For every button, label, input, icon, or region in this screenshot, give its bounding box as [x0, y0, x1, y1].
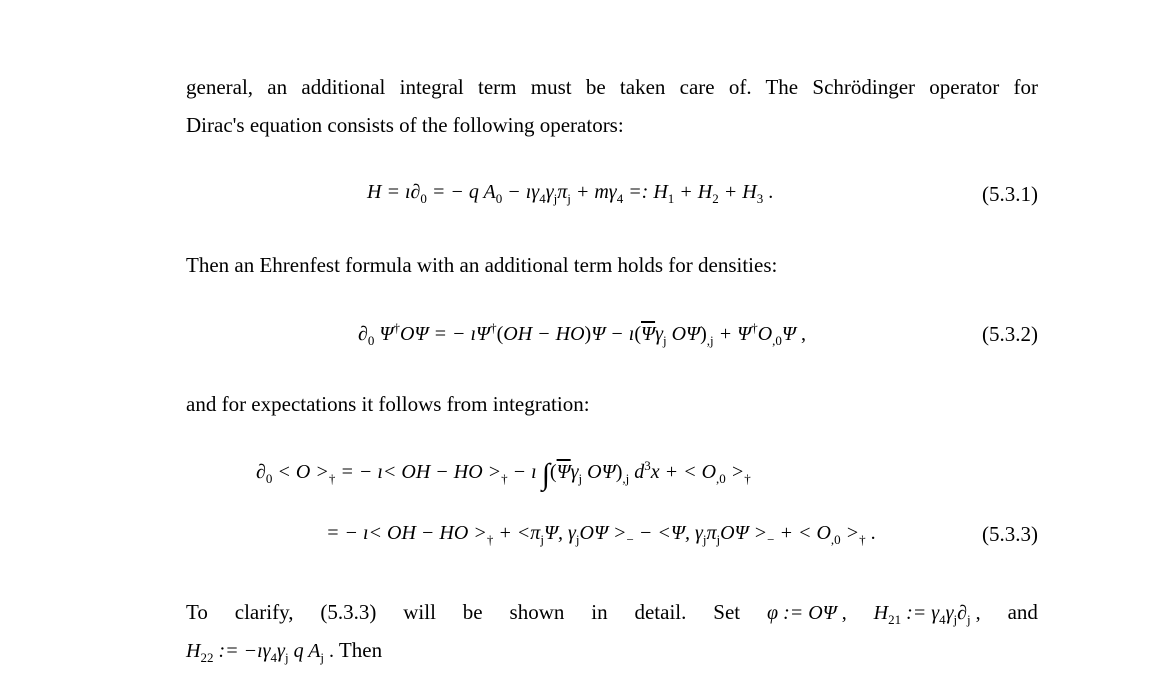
- word-set: Set: [713, 600, 741, 624]
- equation-5-3-3-line-1: $\partial_0 < O >_\dagger$ = − ı< OH − HO $>_\dagger$ − ı $\int(\overline{\Psi}\gamma_j$ $O\Psi)_{,j}$ $d^3x$ + < $O_{,0} >_\dagger$: [256, 458, 751, 491]
- definition-h21: $H_{21}$ := $\gamma_4\gamma_j\partial_j$ ,: [873, 602, 981, 627]
- word-clarify: clarify,: [234, 600, 294, 624]
- equation-number-5-3-1: (5.3.1): [982, 182, 1038, 206]
- paragraph-intro: [186, 68, 1038, 144]
- word-to: To: [186, 600, 208, 624]
- equation-number-5-3-3: (5.3.3): [982, 522, 1038, 546]
- equation-number-5-3-2: (5.3.2): [982, 322, 1038, 346]
- equation-5-3-1: $H = ı\partial_0$ = − q $A_0$ − $ı\gamma_4\gamma_j\pi_j + m\gamma_4$ =: $H_1 + H_2 + H_3$ .: [367, 181, 774, 206]
- word-in: in: [591, 600, 608, 624]
- word-and: and: [1007, 600, 1038, 624]
- definition-phi: φ := OΨ ,: [767, 602, 847, 624]
- word-detail: detail.: [634, 600, 687, 624]
- word-be: be: [462, 600, 483, 624]
- word-will: will: [403, 600, 436, 624]
- paragraph-clarify-line-2: [186, 631, 1038, 677]
- paragraph-expectations: and for expectations it follows from integration:: [186, 392, 590, 416]
- paragraph-intro-line-1: general, an additional integral term must be taken care of. The Schrödinger operator for: [186, 75, 1038, 99]
- definition-h22: $H_{22}$ := $-ı\gamma_4\gamma_j$ q $A_j$ .: [186, 640, 335, 665]
- equation-5-3-2: $\partial_0$ Ψ†OΨ = − ıΨ†(OH − $HO)\Psi - ı(\overline{\Psi}\gamma_j$ $O\Psi)_{,j} + \Psi^\dagger O_{,0}\Psi$ ,: [358, 320, 806, 348]
- word-shown: shown: [509, 600, 565, 624]
- paragraph-intro-line-2: Dirac's equation consists of the following operators:: [186, 113, 624, 137]
- word-equation-ref: (5.3.3): [320, 600, 377, 624]
- equation-5-3-3-line-2: = − ı< OH − HO $>_\dagger + <\pi_j\Psi$, $\gamma_jO\Psi >_- - <\Psi$, $\gamma_j\pi_jO\Psi >_-$ + < $O_{,0} >_\dagger$ .: [326, 522, 876, 547]
- paragraph-ehrenfest: Then an Ehrenfest formula with an additional term holds for densities:: [186, 253, 778, 277]
- word-then: Then: [338, 638, 383, 662]
